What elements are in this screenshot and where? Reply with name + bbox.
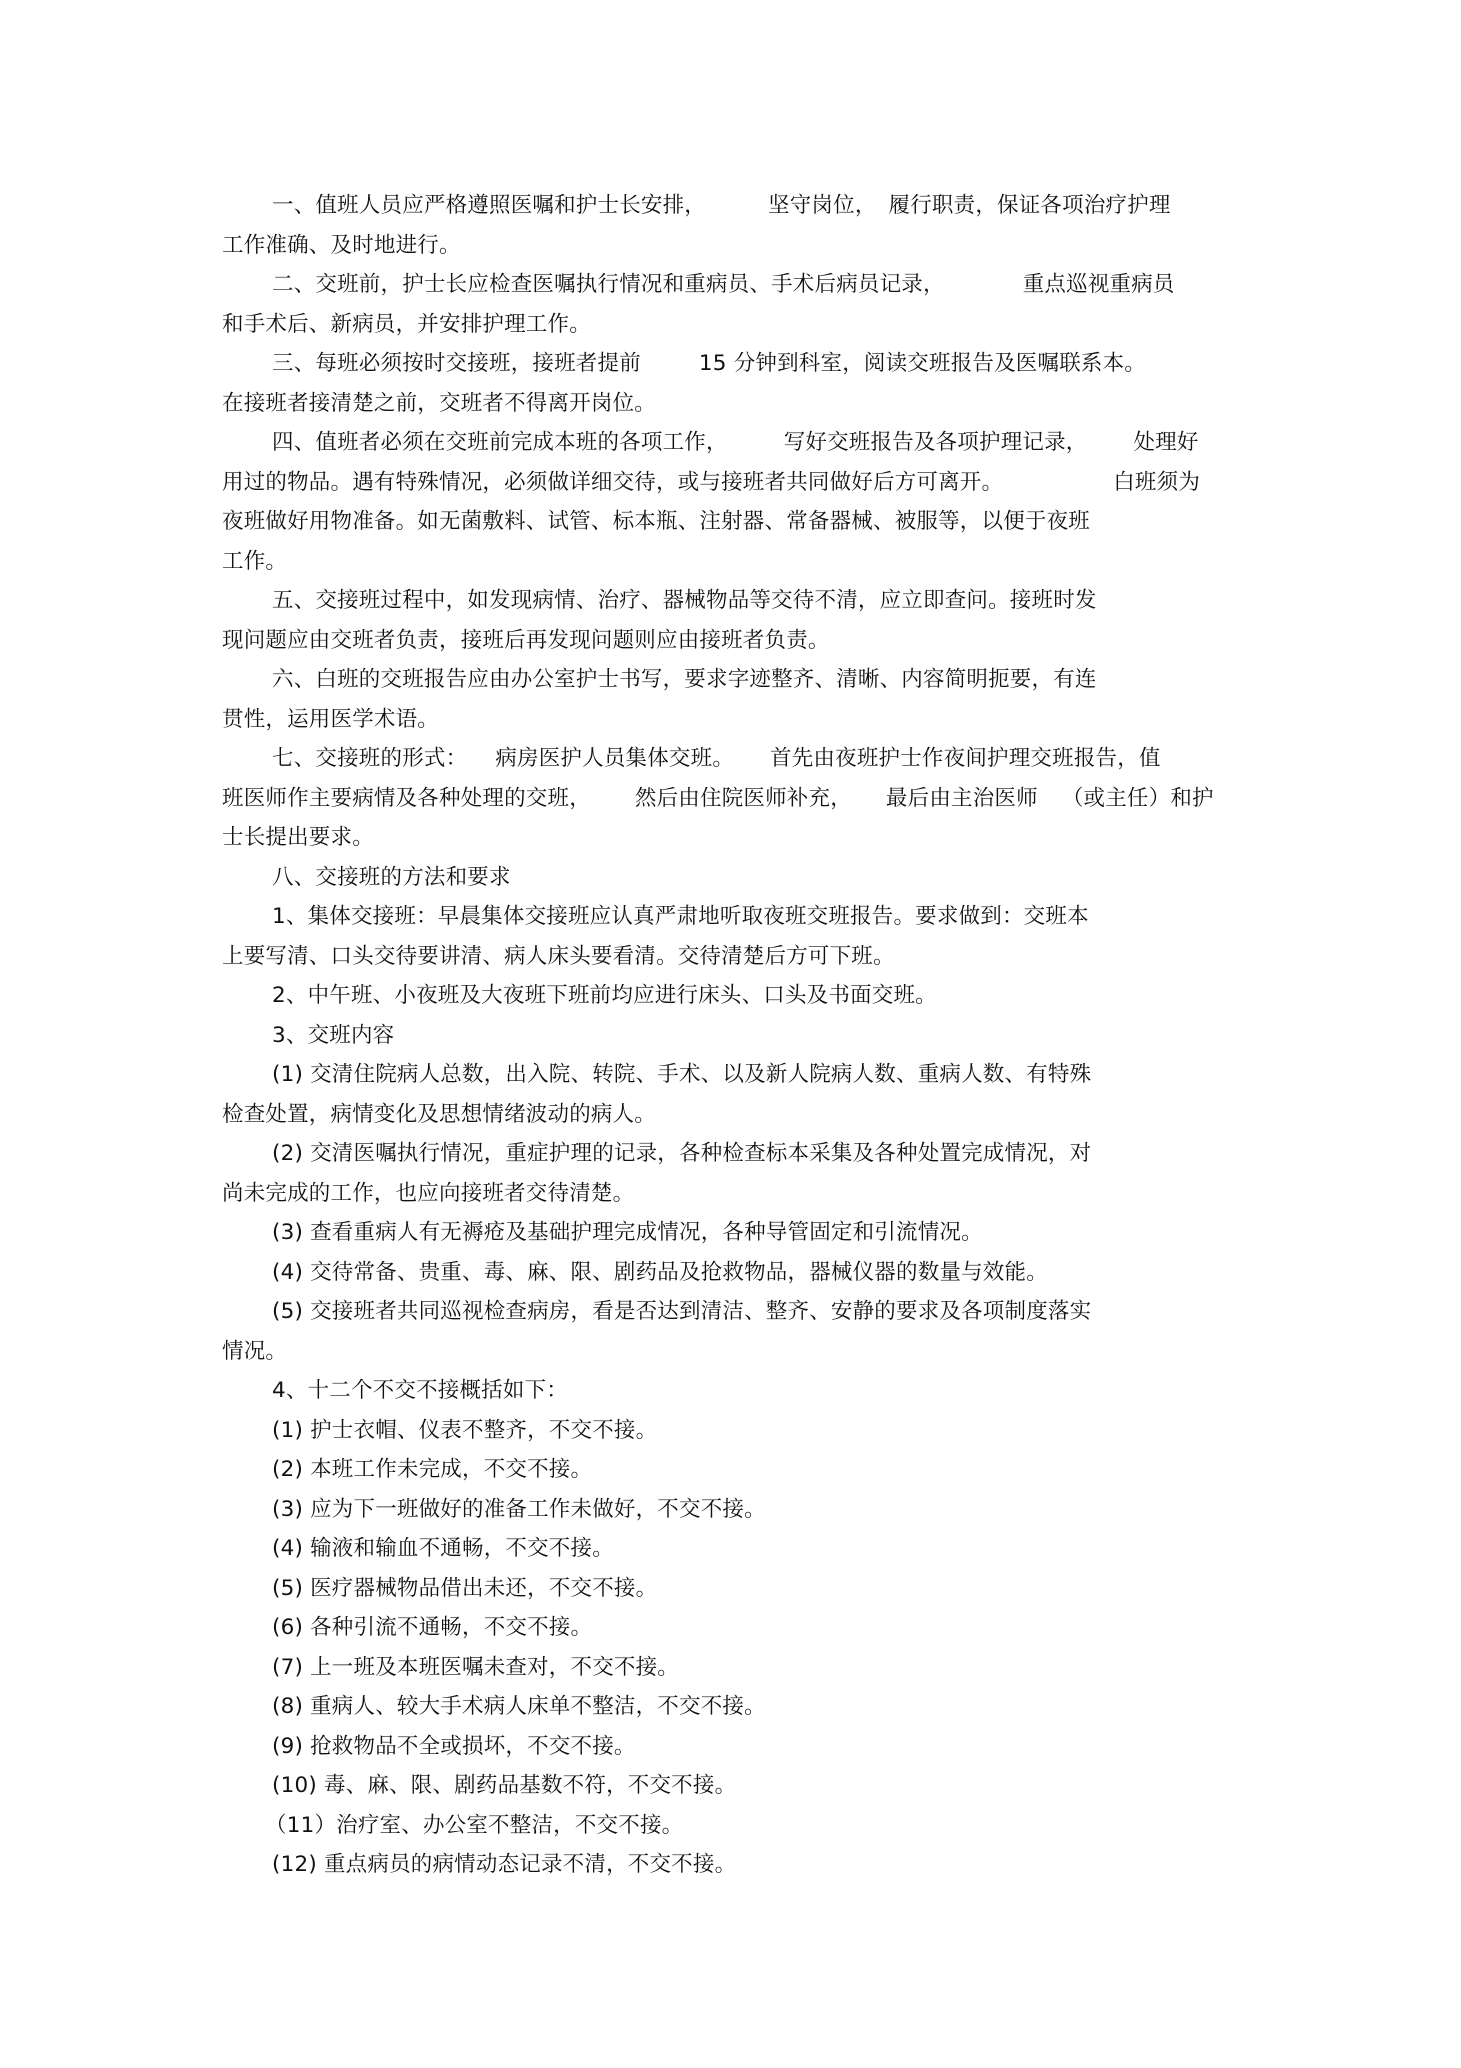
text-segment: 首先由夜班护士作夜间护理交班报告，值	[770, 746, 1161, 771]
text-segment: 七、交接班的形式：	[272, 746, 468, 771]
text-segment: 一、值班人员应严格遵照医嘱和护士长安排，	[272, 193, 707, 218]
text-segment: 四、值班者必须在交班前完成本班的各项工作，	[272, 430, 728, 455]
document-body	[222, 186, 1252, 1885]
text-line	[222, 186, 1252, 226]
list-item: (4) 输液和输血不通畅，不交不接。	[272, 1536, 614, 1561]
text-line: 夜班做好用物准备。如无菌敷料、试管、标本瓶、注射器、常备器械、被服等，以便于夜班	[222, 509, 1091, 534]
text-segment: 最后由主治医师	[885, 785, 1038, 811]
text-line: 4、十二个不交不接概括如下：	[272, 1378, 568, 1403]
text-line: 六、白班的交班报告应由办公室护士书写，要求字迹整齐、清晰、内容简明扼要，有连	[272, 667, 1097, 692]
section-heading: 八、交接班的方法和要求	[272, 864, 511, 890]
text-line: 现问题应由交班者负责，接班后再发现问题则应由接班者负责。	[222, 627, 830, 653]
list-item: (3) 应为下一班做好的准备工作未做好，不交不接。	[272, 1496, 766, 1522]
list-item: (1) 护士衣帽、仪表不整齐，不交不接。	[272, 1417, 658, 1443]
text-segment: 坚守岗位，	[768, 193, 877, 218]
text-line	[222, 779, 1252, 819]
text-line	[222, 463, 1252, 503]
text-segment: 白班须为	[1113, 469, 1201, 495]
list-item: (5) 交接班者共同巡视检查病房，看是否达到清洁、整齐、安静的要求及各项制度落实	[272, 1299, 1092, 1324]
text-line: 在接班者接清楚之前，交班者不得离开岗位。	[222, 390, 657, 416]
text-line: 贯性，运用医学术语。	[222, 706, 440, 732]
list-item: (7) 上一班及本班医嘱未查对，不交不接。	[272, 1654, 679, 1680]
text-segment: 班医师作主要病情及各种处理的交班，	[222, 785, 591, 811]
list-item: (2) 交清医嘱执行情况，重症护理的记录，各种检查标本采集及各种处置完成情况，对	[272, 1141, 1092, 1166]
text-line: 士长提出要求。	[222, 825, 374, 850]
text-line: 检查处置，病情变化及思想情绪波动的病人。	[222, 1101, 657, 1127]
list-item: (6) 各种引流不通畅，不交不接。	[272, 1615, 593, 1640]
text-segment: 处理好	[1133, 430, 1199, 455]
text-segment: 写好交班报告及各项护理记录，	[783, 430, 1088, 455]
text-line: 1、集体交接班：早晨集体交接班应认真严肃地听取夜班交班报告。要求做到：交班本	[272, 904, 1089, 929]
text-line: 五、交接班过程中，如发现病情、治疗、器械物品等交待不清，应立即查问。接班时发	[272, 588, 1097, 613]
text-segment: 履行职责，保证各项治疗护理	[888, 193, 1171, 218]
list-item: (4) 交待常备、贵重、毒、麻、限、剧药品及抢救物品，器械仪器的数量与效能。	[272, 1259, 1048, 1285]
text-line	[222, 344, 1252, 384]
text-line: 尚未完成的工作，也应向接班者交待清楚。	[222, 1180, 635, 1206]
text-segment: 用过的物品。遇有特殊情况，必须做详细交待，或与接班者共同做好后方可离开。	[222, 469, 1004, 495]
list-item: (10) 毒、麻、限、剧药品基数不符，不交不接。	[272, 1773, 737, 1798]
text-segment: 三、每班必须按时交接班，接班者提前	[272, 351, 641, 376]
text-segment: （或主任）和护	[1061, 785, 1214, 811]
text-line: 情况。	[222, 1338, 288, 1364]
text-segment: 15 分钟到科室，阅读交班报告及医嘱联系本。	[698, 351, 1147, 376]
list-item: (3) 查看重病人有无褥疮及基础护理完成情况，各种导管固定和引流情况。	[272, 1220, 983, 1245]
text-line	[222, 265, 1252, 305]
list-item: (1) 交清住院病人总数，出入院、转院、手术、以及新人院病人数、重病人数、有特殊	[272, 1062, 1092, 1087]
text-line	[222, 423, 1252, 463]
list-item: (5) 医疗器械物品借出未还，不交不接。	[272, 1575, 658, 1601]
text-line	[222, 739, 1252, 779]
text-line: 工作准确、及时地进行。	[222, 232, 461, 258]
text-line: 上要写清、口头交待要讲清、病人床头要看清。交待清楚后方可下班。	[222, 943, 895, 969]
text-line: 2、中午班、小夜班及大夜班下班前均应进行床头、口头及书面交班。	[272, 983, 937, 1008]
text-line: 工作。	[222, 548, 288, 574]
list-item: (8) 重病人、较大手术病人床单不整洁，不交不接。	[272, 1694, 766, 1719]
text-segment: 然后由住院医师补充，	[634, 785, 852, 811]
list-item: (9) 抢救物品不全或损坏，不交不接。	[272, 1733, 636, 1759]
text-segment: 重点巡视重病员	[1022, 272, 1175, 297]
text-line: 和手术后、新病员，并安排护理工作。	[222, 311, 591, 337]
list-item: （11）治疗室、办公室不整洁，不交不接。	[265, 1812, 684, 1838]
list-item: (12) 重点病员的病情动态记录不清，不交不接。	[272, 1852, 737, 1877]
list-item: (2) 本班工作未完成，不交不接。	[272, 1457, 593, 1482]
text-line: 3、交班内容	[272, 1022, 395, 1048]
text-segment: 病房医护人员集体交班。	[495, 746, 735, 771]
text-segment: 二、交班前，护士长应检查医嘱执行情况和重病员、手术后病员记录，	[272, 272, 945, 297]
